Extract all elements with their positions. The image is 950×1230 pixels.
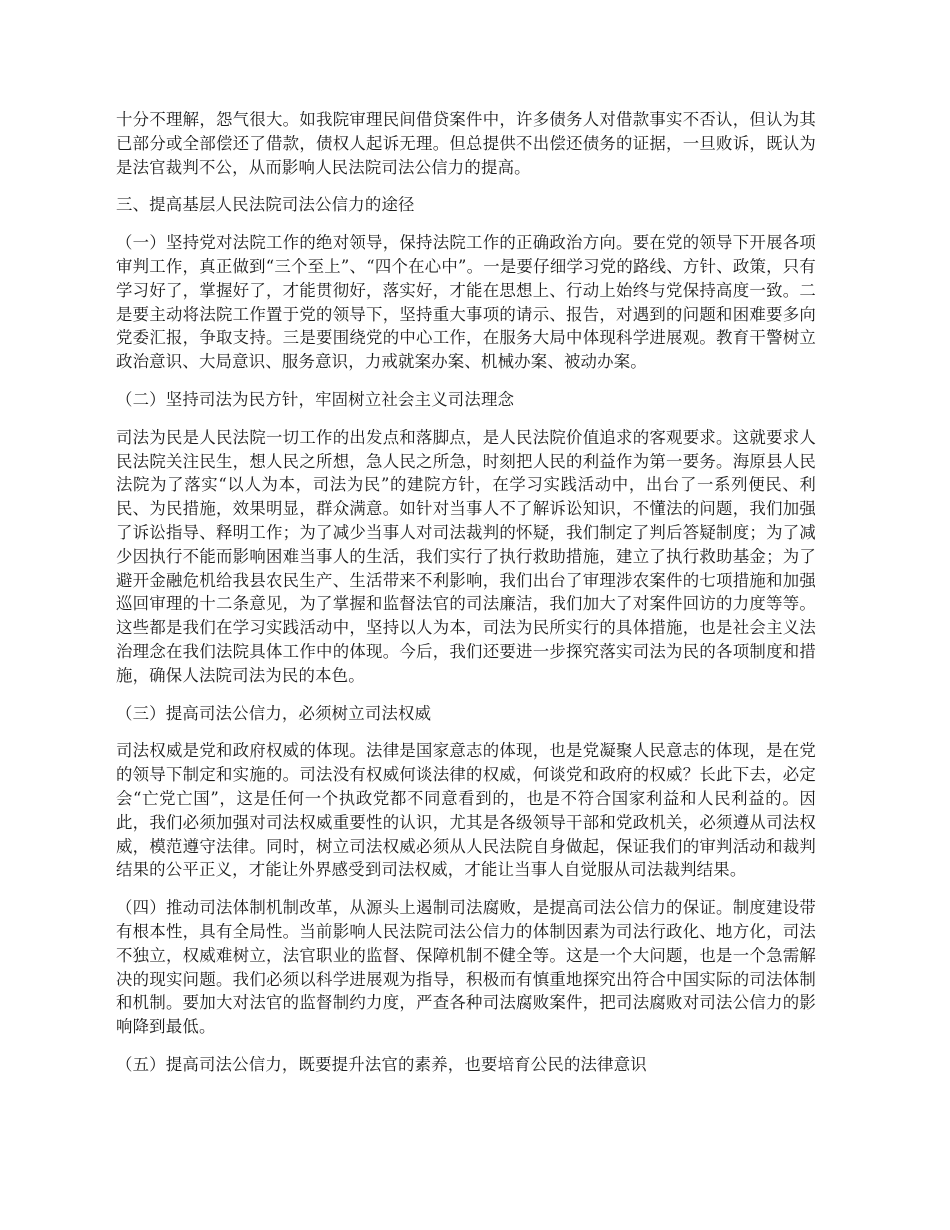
subheading-point-5: （五）提高司法公信力，既要提升法官的素养，也要培育公民的法律意识 xyxy=(116,1054,647,1074)
paragraph-point-4: （四）推动司法体制机制改革，从源头上遏制司法腐败，是提高司法公信力的保证。制度建设带有根本性，具有全局性。当前影响人民法院司法公信力的体制因素为司法行政化、地方化，司法不独立，权威难树立，法官职业的监督、保障机制不健全等。这是一个大问题，也是一个急需解决的现实问题。我们必须以科学进展观为指导，积极而有慎重地探究出符合中国实际的司法体制和机制。要加大对法官的监督制约力度，严查各种司法腐败案件，把司法腐败对司法公信力的影响降到最低。 xyxy=(116,898,816,1037)
paragraph-point-1: （一）坚持党对法院工作的绝对领导，保持法院工作的正确政治方向。要在党的领导下开展各项审判工作，真正做到“三个至上”、“四个在心中”。一是要仔细学习党的路线、方针、政策，只有学习好了，掌握好了，才能贯彻好，落实好，才能在思想上、行动上始终与党保持高度一致。二是要主动将法院工作置于党的领导下，坚持重大事项的请示、报告，对遇到的问题和困难要多向党委汇报，争取支持。三是要围绕党的中心工作，在服务大局中体现科学进展观。教育干警树立政治意识、大局意识、服务意识，力戒就案办案、机械办案、被动办案。 xyxy=(116,233,816,372)
paragraph-point-3: 司法权威是党和政府权威的体现。法律是国家意志的体现，也是党凝聚人民意志的体现，是在党的领导下制定和实施的。司法没有权威何谈法律的权威，何谈党和政府的权威？长此下去，必定会“亡党亡国”，这是任何一个执政党都不同意看到的，也是不符合国家利益和人民利益的。因此，我们必须加强对司法权威重要性的认识，尤其是各级领导干部和党政机关，必须遵从司法权威，模范遵守法律。同时，树立司法权威必须从人民法院自身做起，保证我们的审判活动和裁判结果的公平正义，才能让外界感受到司法权威，才能让当事人自觉服从司法裁判结果。 xyxy=(116,741,816,880)
subheading-point-3: （三）提高司法公信力，必须树立司法权威 xyxy=(116,703,432,723)
paragraph-intro: 十分不理解，怨气很大。如我院审理民间借贷案件中，许多债务人对借款事实不否认，但认为其已部分或全部偿还了借款，债权人起诉无理。但总提供不出偿还债务的证据，一旦败诉，既认为是法官裁判不公，从而影响人民法院司法公信力的提高。 xyxy=(116,110,816,177)
paragraph-point-2: 司法为民是人民法院一切工作的出发点和落脚点，是人民法院价值追求的客观要求。这就要求人民法院关注民生，想人民之所想，急人民之所急，时刻把人民的利益作为第一要务。海原县人民法院为了落实“以人为本，司法为民”的建院方针，在学习实践活动中，出台了一系列便民、利民、为民措施，效果明显，群众满意。如针对当事人不了解诉讼知识，不懂法的问题，我们加强了诉讼指导、释明工作；为了减少当事人对司法裁判的怀疑，我们制定了判后答疑制度；为了减少因执行不能而影响困难当事人的生活，我们实行了执行救助措施，建立了执行救助基金；为了避开金融危机给我县农民生产、生活带来不利影响，我们出台了审理涉农案件的七项措施和加强巡回审理的十二条意见，为了掌握和监督法官的司法廉洁，我们加大了对案件回访的力度等等。这些都是我们在学习实践活动中，坚持以人为本，司法为民所实行的具体措施，也是社会主义法治理念在我们法院具体工作中的体现。今后，我们还要进一步探究落实司法为民的各项制度和措施，确保人法院司法为民的本色。 xyxy=(116,427,816,685)
subheading-point-2: （二）坚持司法为民方针，牢固树立社会主义司法理念 xyxy=(116,389,515,409)
section-heading-3: 三、提高基层人民法院司法公信力的途径 xyxy=(116,195,415,215)
